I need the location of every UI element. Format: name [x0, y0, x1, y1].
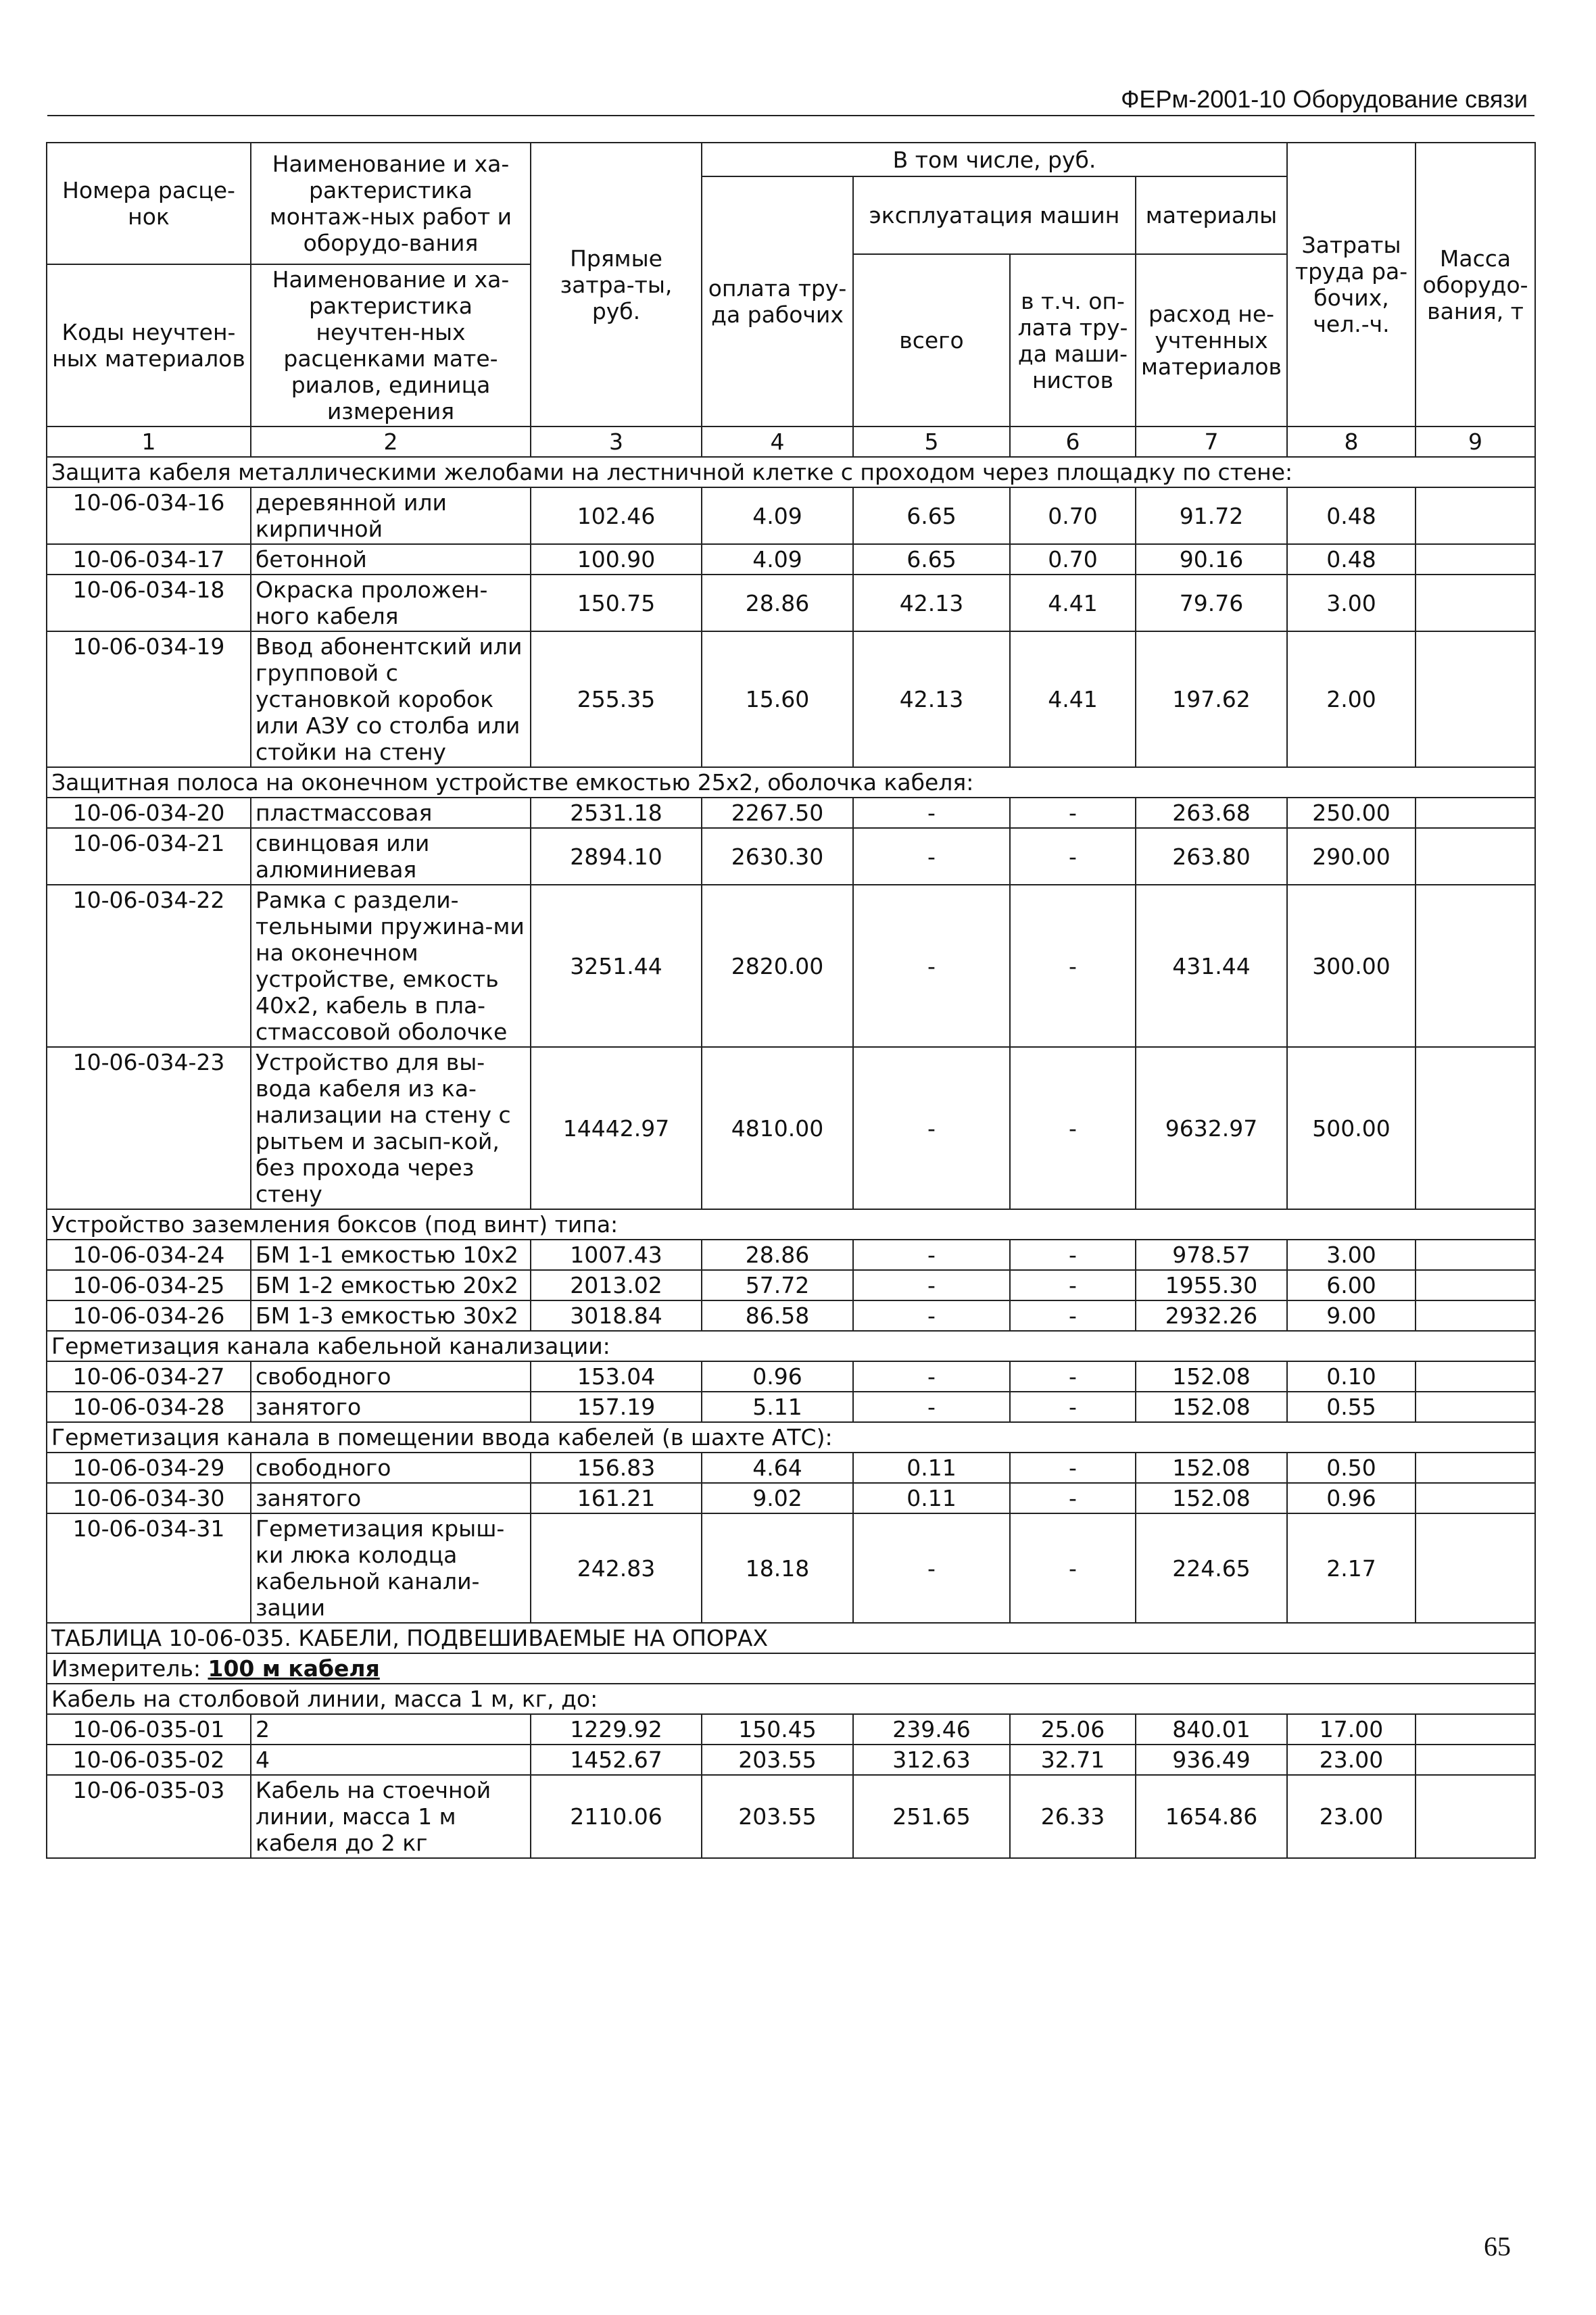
- row-name: свободного: [251, 1453, 531, 1483]
- row-materials: 152.08: [1136, 1453, 1287, 1483]
- row-mass: [1416, 544, 1535, 575]
- row-machines-total: -: [853, 1300, 1010, 1331]
- row-labor-hours: 0.55: [1287, 1392, 1416, 1422]
- row-code: 10-06-034-25: [47, 1270, 251, 1300]
- table-row: [47, 1300, 1535, 1331]
- section-title: Защита кабеля металлическими желобами на лестничной клетке с проходом через площадку по стене:: [47, 457, 1535, 487]
- meter-value: 100 м кабеля: [208, 1655, 380, 1682]
- header-codes-norms: Номера расце-нок: [47, 143, 251, 264]
- row-labor-hours: 3.00: [1287, 1240, 1416, 1270]
- row-materials: 224.65: [1136, 1513, 1287, 1623]
- row-machines-labor: -: [1010, 1483, 1136, 1513]
- row-direct-cost: 150.75: [531, 575, 702, 631]
- section-title: Герметизация канала в помещении ввода кабелей (в шахте АТС):: [47, 1422, 1535, 1453]
- row-labor-hours: 23.00: [1287, 1775, 1416, 1858]
- header-codes-materials: Коды неучтен-ных материалов: [47, 264, 251, 427]
- row-machines-total: 6.65: [853, 487, 1010, 544]
- page-number: 65: [1484, 2231, 1511, 2262]
- rates-table: [46, 142, 1536, 1859]
- row-materials: 431.44: [1136, 885, 1287, 1047]
- running-header: [47, 85, 1534, 116]
- row-mass: [1416, 487, 1535, 544]
- meter-label: Измеритель:: [51, 1655, 208, 1682]
- row-labor-pay: 18.18: [702, 1513, 853, 1623]
- row-mass: [1416, 1270, 1535, 1300]
- row-materials: 152.08: [1136, 1361, 1287, 1392]
- row-labor-pay: 86.58: [702, 1300, 853, 1331]
- section-heading-row: [47, 767, 1535, 798]
- row-direct-cost: 157.19: [531, 1392, 702, 1422]
- row-name: БМ 1-3 емкостью 30х2: [251, 1300, 531, 1331]
- table-row: [47, 1775, 1535, 1858]
- row-machines-labor: 32.71: [1010, 1745, 1136, 1775]
- row-name: Кабель на стоечной линии, масса 1 м кабеля до 2 кг: [251, 1775, 531, 1858]
- table-row: [47, 487, 1535, 544]
- row-labor-pay: 57.72: [702, 1270, 853, 1300]
- row-machines-total: 312.63: [853, 1745, 1010, 1775]
- row-name: Ввод абонентский или групповой с установкой коробок или АЗУ со столба или стойки на стену: [251, 631, 531, 767]
- row-labor-pay: 2630.30: [702, 828, 853, 885]
- row-materials: 978.57: [1136, 1240, 1287, 1270]
- row-mass: [1416, 798, 1535, 828]
- section-heading-row: [47, 1209, 1535, 1240]
- row-materials: 936.49: [1136, 1745, 1287, 1775]
- row-machines-total: 239.46: [853, 1714, 1010, 1745]
- meter-row: [47, 1653, 1535, 1684]
- row-machines-total: -: [853, 885, 1010, 1047]
- row-labor-pay: 4.64: [702, 1453, 853, 1483]
- table-row: [47, 1270, 1535, 1300]
- column-number: 5: [853, 427, 1010, 457]
- column-number: 3: [531, 427, 702, 457]
- row-materials: 840.01: [1136, 1714, 1287, 1745]
- header-mass: Масса оборудо-вания, т: [1416, 143, 1535, 427]
- row-machines-total: -: [853, 1047, 1010, 1209]
- row-mass: [1416, 1300, 1535, 1331]
- row-mass: [1416, 1513, 1535, 1623]
- row-machines-labor: -: [1010, 1361, 1136, 1392]
- row-code: 10-06-034-19: [47, 631, 251, 767]
- row-name: пластмассовая: [251, 798, 531, 828]
- row-labor-pay: 15.60: [702, 631, 853, 767]
- row-labor-hours: 500.00: [1287, 1047, 1416, 1209]
- section-title: Защитная полоса на оконечном устройстве емкостью 25х2, оболочка кабеля:: [47, 767, 1535, 798]
- row-labor-pay: 2267.50: [702, 798, 853, 828]
- table-row: [47, 1392, 1535, 1422]
- row-machines-total: 42.13: [853, 631, 1010, 767]
- row-code: 10-06-034-18: [47, 575, 251, 631]
- row-labor-pay: 5.11: [702, 1392, 853, 1422]
- row-mass: [1416, 1775, 1535, 1858]
- row-direct-cost: 255.35: [531, 631, 702, 767]
- row-machines-total: -: [853, 798, 1010, 828]
- row-labor-pay: 28.86: [702, 1240, 853, 1270]
- row-name: деревянной или кирпичной: [251, 487, 531, 544]
- row-mass: [1416, 575, 1535, 631]
- row-direct-cost: 14442.97: [531, 1047, 702, 1209]
- row-materials: 91.72: [1136, 487, 1287, 544]
- row-machines-labor: 0.70: [1010, 487, 1136, 544]
- row-direct-cost: 2531.18: [531, 798, 702, 828]
- row-labor-hours: 0.10: [1287, 1361, 1416, 1392]
- row-machines-labor: -: [1010, 1240, 1136, 1270]
- row-direct-cost: 2110.06: [531, 1775, 702, 1858]
- column-number: 2: [251, 427, 531, 457]
- row-machines-labor: -: [1010, 1513, 1136, 1623]
- column-number: 1: [47, 427, 251, 457]
- row-machines-labor: -: [1010, 1392, 1136, 1422]
- row-direct-cost: 161.21: [531, 1483, 702, 1513]
- row-name: Рамка с раздели-тельными пружина-ми на оконечном устройстве, емкость 40х2, кабель в пла-стмассовой оболочке: [251, 885, 531, 1047]
- row-name: свинцовая или алюминиевая: [251, 828, 531, 885]
- row-machines-labor: -: [1010, 1300, 1136, 1331]
- row-materials: 1955.30: [1136, 1270, 1287, 1300]
- row-materials: 1654.86: [1136, 1775, 1287, 1858]
- row-name: занятого: [251, 1392, 531, 1422]
- row-direct-cost: 242.83: [531, 1513, 702, 1623]
- row-labor-pay: 203.55: [702, 1745, 853, 1775]
- section-heading-row: [47, 1684, 1535, 1714]
- header-machines-total: всего: [853, 254, 1010, 427]
- row-code: 10-06-034-17: [47, 544, 251, 575]
- row-labor-hours: 2.17: [1287, 1513, 1416, 1623]
- row-direct-cost: 153.04: [531, 1361, 702, 1392]
- row-mass: [1416, 1392, 1535, 1422]
- row-labor-hours: 0.48: [1287, 544, 1416, 575]
- row-code: 10-06-034-28: [47, 1392, 251, 1422]
- row-machines-total: -: [853, 828, 1010, 885]
- row-labor-pay: 150.45: [702, 1714, 853, 1745]
- row-mass: [1416, 828, 1535, 885]
- row-name: занятого: [251, 1483, 531, 1513]
- row-labor-hours: 0.48: [1287, 487, 1416, 544]
- header-name-materials: Наименование и ха-рактеристика неучтен-ных расценками мате-риалов, единица измерения: [251, 264, 531, 427]
- header-labor-hours: Затраты труда ра-бочих, чел.-ч.: [1287, 143, 1416, 427]
- row-code: 10-06-034-27: [47, 1361, 251, 1392]
- row-materials: 263.68: [1136, 798, 1287, 828]
- header-machines-labor: в т.ч. оп-лата тру-да маши-нистов: [1010, 254, 1136, 427]
- row-name: бетонной: [251, 544, 531, 575]
- row-machines-labor: -: [1010, 798, 1136, 828]
- row-machines-total: 6.65: [853, 544, 1010, 575]
- row-mass: [1416, 1714, 1535, 1745]
- row-machines-total: -: [853, 1361, 1010, 1392]
- header-labor-pay: оплата тру-да рабочих: [702, 176, 853, 427]
- row-machines-labor: 4.41: [1010, 575, 1136, 631]
- row-labor-hours: 290.00: [1287, 828, 1416, 885]
- row-machines-total: 0.11: [853, 1483, 1010, 1513]
- row-labor-pay: 4810.00: [702, 1047, 853, 1209]
- row-code: 10-06-034-23: [47, 1047, 251, 1209]
- header-name-works: Наименование и ха-рактеристика монтаж-ных работ и оборудо-вания: [251, 143, 531, 264]
- column-number: 9: [1416, 427, 1535, 457]
- row-code: 10-06-034-20: [47, 798, 251, 828]
- row-machines-labor: 0.70: [1010, 544, 1136, 575]
- row-materials: 9632.97: [1136, 1047, 1287, 1209]
- row-machines-labor: 26.33: [1010, 1775, 1136, 1858]
- row-mass: [1416, 1453, 1535, 1483]
- table-row: [47, 1714, 1535, 1745]
- row-code: 10-06-034-29: [47, 1453, 251, 1483]
- row-labor-pay: 9.02: [702, 1483, 853, 1513]
- row-code: 10-06-034-24: [47, 1240, 251, 1270]
- row-direct-cost: 156.83: [531, 1453, 702, 1483]
- row-name: БМ 1-1 емкостью 10х2: [251, 1240, 531, 1270]
- row-direct-cost: 1007.43: [531, 1240, 702, 1270]
- header-machines: эксплуатация машин: [853, 176, 1136, 254]
- row-machines-total: 42.13: [853, 575, 1010, 631]
- meter: [47, 1653, 1535, 1684]
- column-number: 8: [1287, 427, 1416, 457]
- row-direct-cost: 1452.67: [531, 1745, 702, 1775]
- table-row: [47, 1745, 1535, 1775]
- row-machines-labor: -: [1010, 1047, 1136, 1209]
- row-code: 10-06-034-31: [47, 1513, 251, 1623]
- row-name: свободного: [251, 1361, 531, 1392]
- row-name: Окраска проложен-ного кабеля: [251, 575, 531, 631]
- row-machines-total: -: [853, 1270, 1010, 1300]
- row-machines-labor: -: [1010, 828, 1136, 885]
- table-row: [47, 1047, 1535, 1209]
- row-direct-cost: 2894.10: [531, 828, 702, 885]
- row-materials: 197.62: [1136, 631, 1287, 767]
- row-code: 10-06-034-30: [47, 1483, 251, 1513]
- header-including: В том числе, руб.: [702, 143, 1287, 176]
- row-labor-hours: 9.00: [1287, 1300, 1416, 1331]
- row-direct-cost: 3018.84: [531, 1300, 702, 1331]
- row-direct-cost: 2013.02: [531, 1270, 702, 1300]
- table-row: [47, 631, 1535, 767]
- table-row: [47, 1513, 1535, 1623]
- row-code: 10-06-034-22: [47, 885, 251, 1047]
- row-labor-pay: 4.09: [702, 487, 853, 544]
- table-row: [47, 885, 1535, 1047]
- row-machines-labor: 25.06: [1010, 1714, 1136, 1745]
- row-materials: 79.76: [1136, 575, 1287, 631]
- row-mass: [1416, 885, 1535, 1047]
- column-number: 4: [702, 427, 853, 457]
- column-number: 7: [1136, 427, 1287, 457]
- row-mass: [1416, 1483, 1535, 1513]
- table-row: [47, 1361, 1535, 1392]
- row-labor-hours: 3.00: [1287, 575, 1416, 631]
- row-machines-total: 251.65: [853, 1775, 1010, 1858]
- row-code: 10-06-034-21: [47, 828, 251, 885]
- row-code: 10-06-034-26: [47, 1300, 251, 1331]
- row-labor-pay: 2820.00: [702, 885, 853, 1047]
- row-direct-cost: 3251.44: [531, 885, 702, 1047]
- row-machines-total: -: [853, 1240, 1010, 1270]
- section-heading-row: [47, 1422, 1535, 1453]
- section-heading-row: [47, 1331, 1535, 1361]
- section-heading-row: [47, 457, 1535, 487]
- row-labor-hours: 250.00: [1287, 798, 1416, 828]
- table-row: [47, 575, 1535, 631]
- header-materials-cost: расход не-учтенных материалов: [1136, 254, 1287, 427]
- row-code: 10-06-035-01: [47, 1714, 251, 1745]
- row-code: 10-06-035-03: [47, 1775, 251, 1858]
- row-machines-labor: -: [1010, 885, 1136, 1047]
- row-machines-total: -: [853, 1392, 1010, 1422]
- header-direct-costs: Прямые затра-ты, руб.: [531, 143, 702, 427]
- row-materials: 263.80: [1136, 828, 1287, 885]
- row-machines-labor: 4.41: [1010, 631, 1136, 767]
- row-labor-hours: 2.00: [1287, 631, 1416, 767]
- row-labor-hours: 300.00: [1287, 885, 1416, 1047]
- section-title: Герметизация канала кабельной канализации:: [47, 1331, 1535, 1361]
- column-numbers-row: [47, 427, 1535, 457]
- row-materials: 90.16: [1136, 544, 1287, 575]
- row-materials: 152.08: [1136, 1483, 1287, 1513]
- row-machines-total: 0.11: [853, 1453, 1010, 1483]
- section-title: Кабель на столбовой линии, масса 1 м, кг, до:: [47, 1684, 1535, 1714]
- row-labor-pay: 4.09: [702, 544, 853, 575]
- row-direct-cost: 102.46: [531, 487, 702, 544]
- row-mass: [1416, 1745, 1535, 1775]
- row-labor-pay: 0.96: [702, 1361, 853, 1392]
- row-code: 10-06-035-02: [47, 1745, 251, 1775]
- table-title-row: [47, 1623, 1535, 1653]
- row-name: 4: [251, 1745, 531, 1775]
- row-labor-hours: 0.50: [1287, 1453, 1416, 1483]
- row-mass: [1416, 1047, 1535, 1209]
- row-materials: 2932.26: [1136, 1300, 1287, 1331]
- row-labor-pay: 203.55: [702, 1775, 853, 1858]
- column-number: 6: [1010, 427, 1136, 457]
- section-title: Устройство заземления боксов (под винт) типа:: [47, 1209, 1535, 1240]
- row-labor-hours: 23.00: [1287, 1745, 1416, 1775]
- table-title: ТАБЛИЦА 10-06-035. КАБЕЛИ, ПОДВЕШИВАЕМЫЕ НА ОПОРАХ: [47, 1623, 1535, 1653]
- row-name: 2: [251, 1714, 531, 1745]
- row-mass: [1416, 631, 1535, 767]
- row-machines-labor: -: [1010, 1270, 1136, 1300]
- row-name: Герметизация крыш-ки люка колодца кабельной канали-зации: [251, 1513, 531, 1623]
- row-machines-total: -: [853, 1513, 1010, 1623]
- row-direct-cost: 1229.92: [531, 1714, 702, 1745]
- row-machines-labor: -: [1010, 1453, 1136, 1483]
- table-header: [47, 143, 1535, 457]
- row-labor-hours: 17.00: [1287, 1714, 1416, 1745]
- row-materials: 152.08: [1136, 1392, 1287, 1422]
- row-labor-pay: 28.86: [702, 575, 853, 631]
- table-row: [47, 1483, 1535, 1513]
- running-title: ФЕРм-2001-10 Оборудование связи: [1121, 85, 1528, 113]
- row-mass: [1416, 1361, 1535, 1392]
- table-row: [47, 828, 1535, 885]
- row-name: Устройство для вы-вода кабеля из ка-нализации на стену с рытьем и засып-кой, без прохода через стену: [251, 1047, 531, 1209]
- row-code: 10-06-034-16: [47, 487, 251, 544]
- table-row: [47, 1240, 1535, 1270]
- table-row: [47, 1453, 1535, 1483]
- row-labor-hours: 0.96: [1287, 1483, 1416, 1513]
- row-direct-cost: 100.90: [531, 544, 702, 575]
- row-labor-hours: 6.00: [1287, 1270, 1416, 1300]
- table-body: [47, 457, 1535, 1858]
- table-row: [47, 798, 1535, 828]
- row-mass: [1416, 1240, 1535, 1270]
- row-name: БМ 1-2 емкостью 20х2: [251, 1270, 531, 1300]
- header-materials: материалы: [1136, 176, 1287, 254]
- table-row: [47, 544, 1535, 575]
